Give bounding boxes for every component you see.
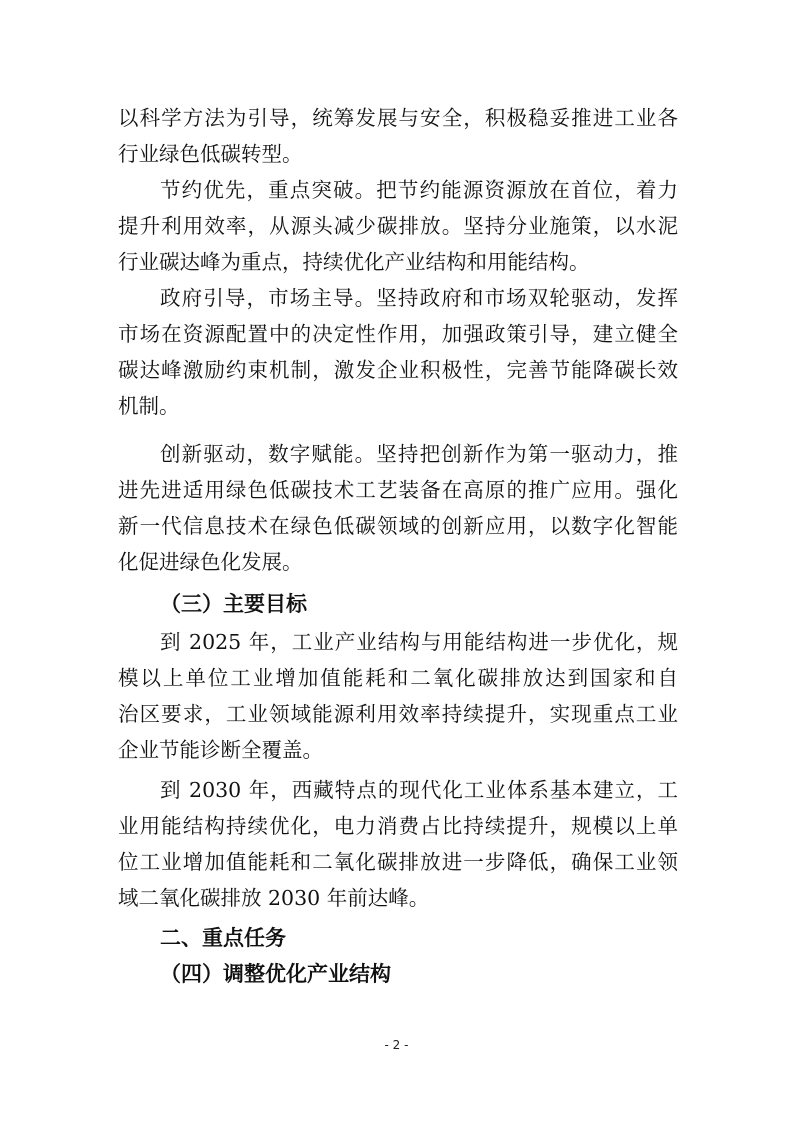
body-line: 位工业增加值能耗和二氧化碳排放进一步降低，确保工业领: [118, 850, 678, 874]
body-line: 以科学方法为引导，统筹发展与安全，积极稳妥推进工业各: [118, 106, 678, 130]
body-line: 进先进适用绿色低碳技术工艺装备在高原的推广应用。强化: [118, 478, 678, 502]
body-line: 化促进绿色化发展。: [118, 550, 303, 574]
body-line: 市场在资源配置中的决定性作用，加强政策引导，建立健全: [118, 322, 678, 346]
body-line: 提升利用效率，从源头减少碳排放。坚持分业施策，以水泥: [118, 214, 678, 238]
section-heading: （三）主要目标: [160, 592, 307, 616]
paragraph-first-line: 到 2025 年，工业产业结构与用能结构进一步优化，规: [160, 630, 678, 654]
body-line: 新一代信息技术在绿色低碳领域的创新应用，以数字化智能: [118, 514, 678, 538]
paragraph-first-line: 到 2030 年，西藏特点的现代化工业体系基本建立，工: [160, 778, 678, 802]
body-line: 域二氧化碳排放 2030 年前达峰。: [118, 886, 430, 910]
body-line: 治区要求，工业领域能源利用效率持续提升，实现重点工业: [118, 702, 678, 726]
paragraph-first-line: 节约优先，重点突破。把节约能源资源放在首位，着力: [160, 178, 678, 202]
body-line: 业用能结构持续优化，电力消费占比持续提升，规模以上单: [118, 814, 678, 838]
body-line: 模以上单位工业增加值能耗和二氧化碳排放达到国家和自: [118, 666, 678, 690]
section-heading: （四）调整优化产业结构: [160, 962, 391, 986]
page-number: - 2 -: [384, 1038, 409, 1052]
body-line: 行业碳达峰为重点，持续优化产业结构和用能结构。: [118, 250, 590, 274]
paragraph-first-line: 政府引导，市场主导。坚持政府和市场双轮驱动，发挥: [160, 286, 678, 310]
body-line: 行业绿色低碳转型。: [118, 142, 303, 166]
body-line: 企业节能诊断全覆盖。: [118, 738, 323, 762]
paragraph-first-line: 创新驱动，数字赋能。坚持把创新作为第一驱动力，推: [160, 442, 678, 466]
body-line: 机制。: [118, 394, 180, 418]
chapter-heading: 二、重点任务: [160, 926, 286, 950]
body-line: 碳达峰激励约束机制，激发企业积极性，完善节能降碳长效: [118, 358, 678, 382]
